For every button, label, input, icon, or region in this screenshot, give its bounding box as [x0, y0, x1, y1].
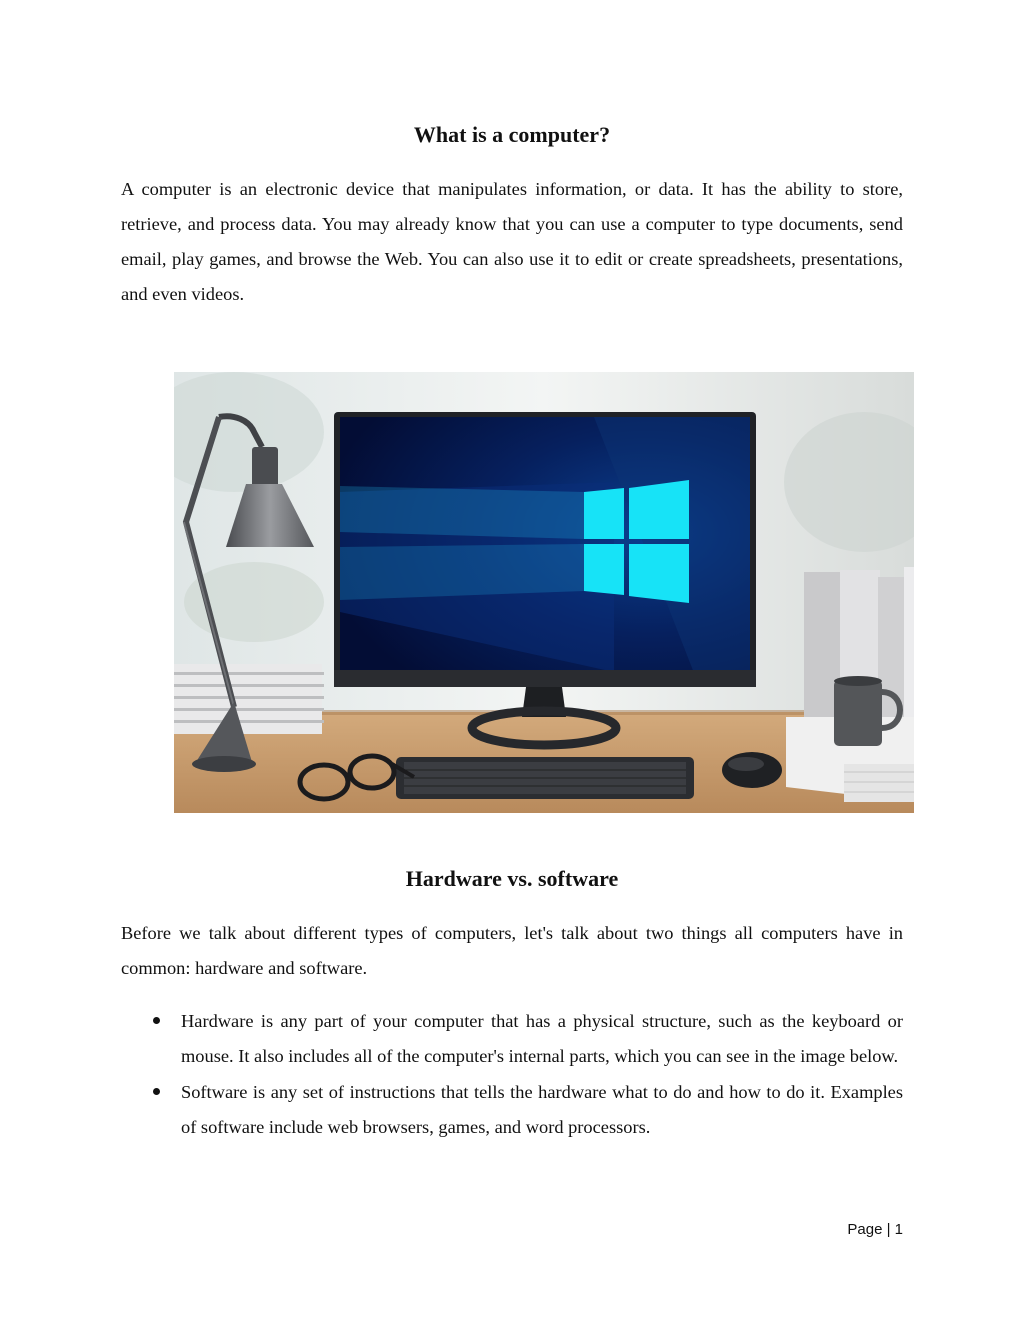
list-item-text: Software is any set of instructions that tells the hardware what to do and how to do it. Examples of software include web browsers, games, and word processors. [181, 1082, 903, 1137]
list-item-text: Hardware is any part of your computer that has a physical structure, such as the keyboard or mouse. It also includes all of the computer's internal parts, which you can see in the image below. [181, 1011, 903, 1066]
bullet-list [121, 1004, 903, 1145]
bullet-icon [153, 1017, 160, 1024]
intro-paragraph: A computer is an electronic device that manipulates information, or data. It has the ability to store, retrieve, and process data. You may already know that you can use a computer to type documents, send email, play games, and browse the Web. You can also use it to edit or create spreadsheets, presentations, and even videos. [121, 179, 903, 304]
section-title: Hardware vs. software [405, 866, 619, 891]
list-item [121, 1004, 903, 1074]
section-paragraph: Before we talk about different types of computers, let's talk about two things all computers have in common: hardware and software. [121, 923, 903, 978]
keyboard-icon [396, 757, 694, 799]
page-title: What is a computer? [413, 122, 611, 147]
desk-computer-image [174, 372, 914, 813]
bullet-icon [153, 1088, 160, 1095]
list-item [121, 1075, 903, 1145]
mouse-icon [722, 752, 782, 788]
page-number: Page | 1 [847, 1221, 903, 1238]
paper-stack-icon [174, 664, 324, 734]
